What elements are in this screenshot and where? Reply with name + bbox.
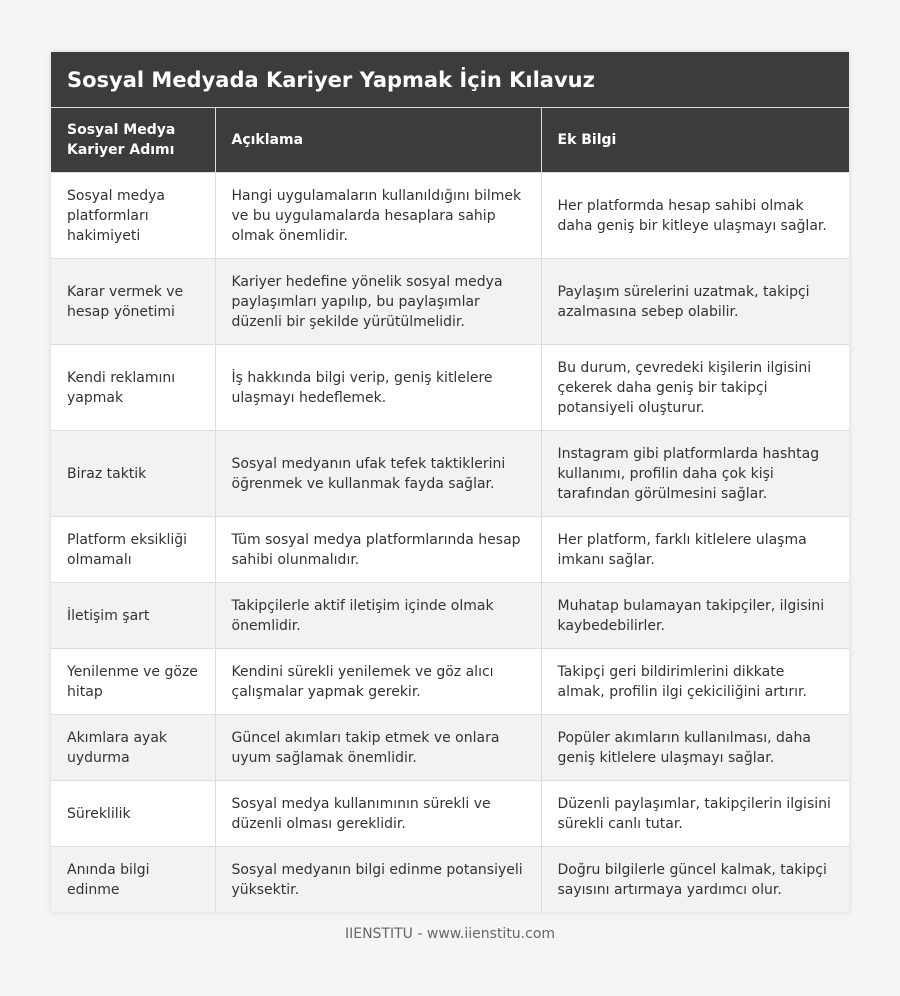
header-description: Açıklama	[215, 108, 541, 173]
header-row	[51, 108, 849, 173]
cell-step: Yenilenme ve göze hitap	[51, 649, 215, 715]
table-row	[51, 345, 849, 431]
cell-description: Sosyal medyanın ufak tefek taktiklerini öğrenmek ve kullanmak fayda sağlar.	[215, 431, 541, 517]
cell-description: Kariyer hedefine yönelik sosyal medya paylaşımları yapılıp, bu paylaşımlar düzenli bir şekilde yürütülmelidir.	[215, 259, 541, 345]
guide-table	[51, 108, 849, 912]
cell-extra-info: Düzenli paylaşımlar, takipçilerin ilgisini sürekli canlı tutar.	[541, 781, 849, 847]
table-row	[51, 431, 849, 517]
cell-description: İş hakkında bilgi verip, geniş kitlelere ulaşmayı hedeflemek.	[215, 345, 541, 431]
cell-description: Sosyal medya kullanımının sürekli ve düzenli olması gereklidir.	[215, 781, 541, 847]
cell-description: Kendini sürekli yenilemek ve göz alıcı çalışmalar yapmak gerekir.	[215, 649, 541, 715]
cell-extra-info: Popüler akımların kullanılması, daha geniş kitlelere ulaşmayı sağlar.	[541, 715, 849, 781]
cell-description: Hangi uygulamaların kullanıldığını bilmek ve bu uygulamalarda hesaplara sahip olmak önemlidir.	[215, 173, 541, 259]
cell-description: Tüm sosyal medya platformlarında hesap sahibi olunmalıdır.	[215, 517, 541, 583]
cell-step: Sosyal medya platformları hakimiyeti	[51, 173, 215, 259]
cell-extra-info: Paylaşım sürelerini uzatmak, takipçi azalmasına sebep olabilir.	[541, 259, 849, 345]
cell-step: Biraz taktik	[51, 431, 215, 517]
table-row	[51, 847, 849, 913]
footer-credit: IIENSTITU - www.iienstitu.com	[344, 926, 556, 942]
table-row	[51, 173, 849, 259]
cell-step: Akımlara ayak uydurma	[51, 715, 215, 781]
cell-description: Güncel akımları takip etmek ve onlara uyum sağlamak önemlidir.	[215, 715, 541, 781]
table-row	[51, 715, 849, 781]
cell-description: Takipçilerle aktif iletişim içinde olmak önemlidir.	[215, 583, 541, 649]
header-extra-info: Ek Bilgi	[541, 108, 849, 173]
cell-extra-info: Muhatap bulamayan takipçiler, ilgisini kaybedebilirler.	[541, 583, 849, 649]
table-row	[51, 259, 849, 345]
table-row	[51, 781, 849, 847]
table-title: Sosyal Medyada Kariyer Yapmak İçin Kılavuz	[51, 52, 849, 108]
cell-step: Anında bilgi edinme	[51, 847, 215, 913]
cell-step: Karar vermek ve hesap yönetimi	[51, 259, 215, 345]
table-row	[51, 649, 849, 715]
cell-extra-info: Her platform, farklı kitlelere ulaşma imkanı sağlar.	[541, 517, 849, 583]
header-step: Sosyal Medya Kariyer Adımı	[51, 108, 215, 173]
cell-extra-info: Her platformda hesap sahibi olmak daha geniş bir kitleye ulaşmayı sağlar.	[541, 173, 849, 259]
table-row	[51, 583, 849, 649]
cell-step: Kendi reklamını yapmak	[51, 345, 215, 431]
cell-extra-info: Bu durum, çevredeki kişilerin ilgisini çekerek daha geniş bir takipçi potansiyeli oluşturur.	[541, 345, 849, 431]
cell-description: Sosyal medyanın bilgi edinme potansiyeli yüksektir.	[215, 847, 541, 913]
table-row	[51, 517, 849, 583]
cell-extra-info: Instagram gibi platformlarda hashtag kullanımı, profilin daha çok kişi tarafından görülmesini sağlar.	[541, 431, 849, 517]
cell-extra-info: Doğru bilgilerle güncel kalmak, takipçi sayısını artırmaya yardımcı olur.	[541, 847, 849, 913]
cell-step: İletişim şart	[51, 583, 215, 649]
cell-step: Platform eksikliği olmamalı	[51, 517, 215, 583]
cell-extra-info: Takipçi geri bildirimlerini dikkate almak, profilin ilgi çekiciliğini artırır.	[541, 649, 849, 715]
cell-step: Süreklilik	[51, 781, 215, 847]
guide-table-card	[51, 52, 849, 912]
